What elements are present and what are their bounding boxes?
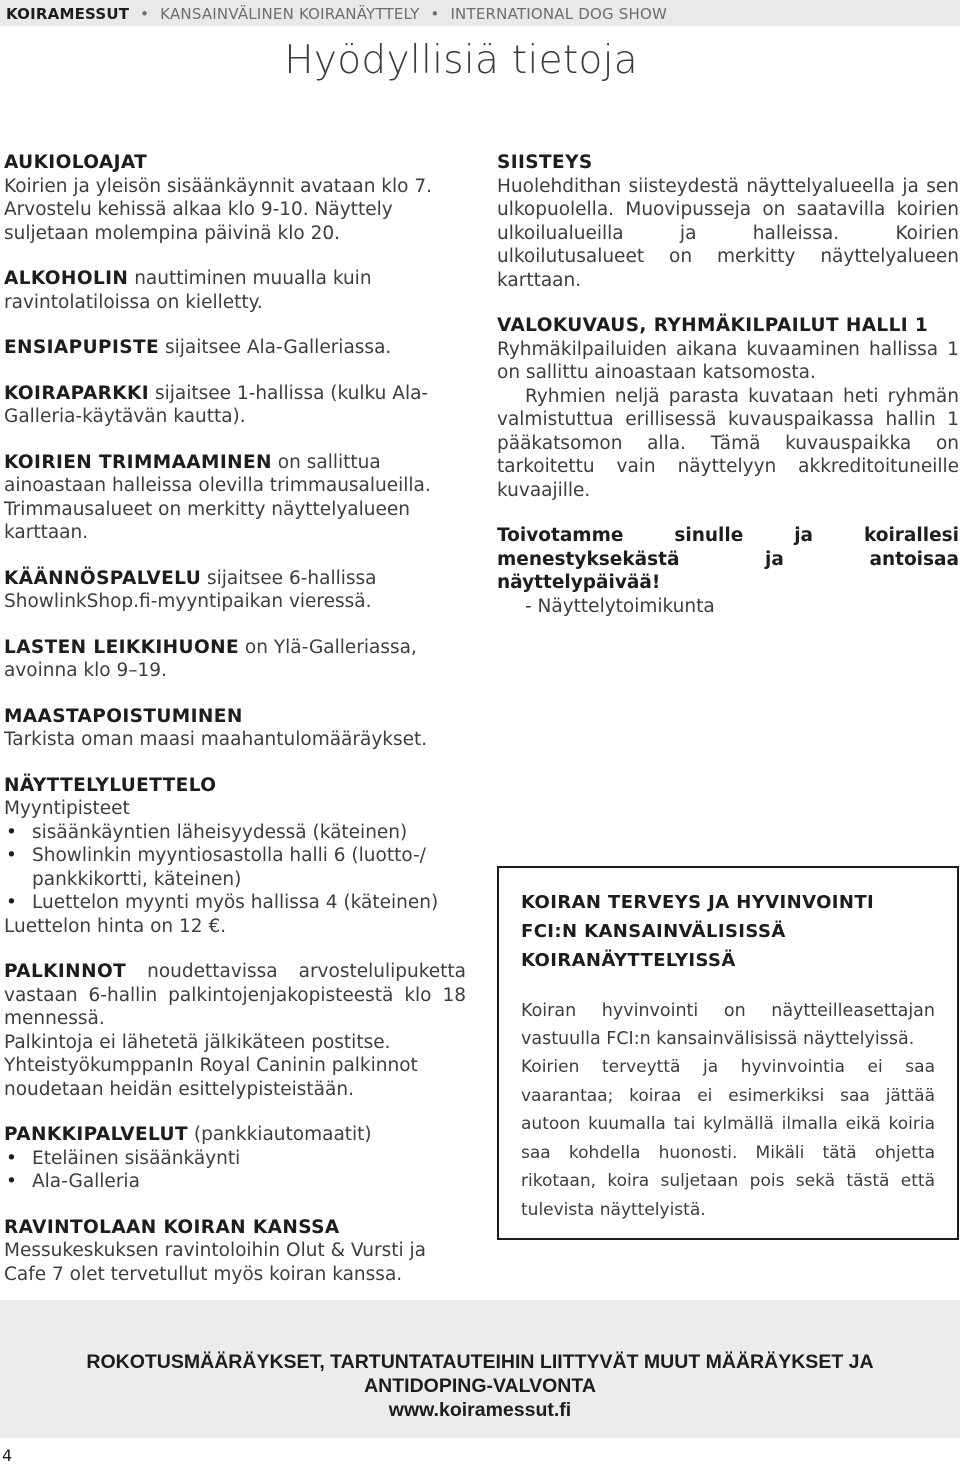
section-closing [497, 524, 959, 618]
list-item: • Ala-Galleria [4, 1170, 466, 1194]
header-line [6, 5, 667, 23]
section-koiraparkki [4, 382, 466, 429]
section-heading: RAVINTOLAAN KOIRAN KANSSA [4, 1216, 340, 1238]
section-trimmaaminen [4, 451, 466, 545]
page-number: 4 [2, 1446, 13, 1465]
section-siisteys [497, 151, 959, 292]
section-nayttelyluettelo [4, 774, 466, 939]
section-ensiapupiste [4, 336, 466, 360]
section-note: (pankkiautomaatit) [193, 1124, 372, 1145]
section-heading: VALOKUVAUS, RYHMÄKILPAILUT HALLI 1 [497, 315, 929, 336]
header-separator: • [140, 5, 150, 23]
list-item: • Showlinkin myyntiosastolla halli 6 (luotto-/ pankkikortti, käteinen) [4, 844, 466, 891]
signature: - Näyttelytoimikunta [525, 595, 715, 617]
header-event-en: INTERNATIONAL DOG SHOW [450, 5, 668, 23]
section-text: Messukeskuksen ravintoloihin Olut & Vursti ja Cafe 7 olet tervetullut myös koiran kanssa. [4, 1240, 427, 1285]
section-subheading: Myyntipisteet [4, 798, 130, 819]
section-alkoholin [4, 267, 466, 314]
bullet-list [4, 1147, 466, 1194]
header-separator: • [430, 5, 440, 23]
section-heading: KÄÄNNÖSPALVELU [4, 567, 202, 589]
section-text: Huolehdithan siisteydestä näyttelyalueella ja sen ulkopuolella. Muovipusseja on saatavilla koirien ulkoilualueilla ja halleissa. Koirien ulkoilutusalueet on merkitty näyttelyalueen karttaan. [497, 175, 959, 291]
section-heading: LASTEN LEIKKIHUONE [4, 636, 240, 658]
section-text: noudettavissa arvostelulipuketta vastaan 6-hallin palkintojenjakopisteestä klo 18 mennessä. [4, 961, 466, 1029]
section-maastapoistuminen [4, 705, 466, 752]
welfare-text: Koirien terveyttä ja hyvinvointia ei saa vaarantaa; koiraa ei esimerkiksi saa jättää autoon kuumalla tai kylmällä ilmalla eikä koiria saa kohdella huonosti. Mikäli tätä ohjetta rikotaan, koira suljetaan pois sekä tästä että tulevista näyttelyistä. [521, 1057, 935, 1220]
section-heading: NÄYTTELYLUETTELO [4, 774, 217, 796]
welfare-title-line: FCI:N KANSAINVÄLISISSÄ [521, 921, 786, 942]
section-heading: SIISTEYS [497, 152, 593, 173]
section-palkinnot [4, 960, 466, 1101]
list-item: • sisäänkäyntien läheisyydessä (käteinen) [4, 821, 466, 845]
section-text: sijaitsee 1-hallissa (kulku Ala-Galleria-käytävän kautta). [4, 382, 429, 427]
section-heading: KOIRIEN TRIMMAAMINEN [4, 451, 272, 473]
section-text: sijaitsee 6-hallissa ShowlinkShop.fi-myyntipaikan vieressä. [4, 567, 377, 612]
section-leikkihuone [4, 636, 466, 683]
section-heading: PANKKIPALVELUT [4, 1124, 188, 1145]
section-pankkipalvelut [4, 1123, 466, 1194]
section-heading: ALKOHOLIN [4, 268, 129, 289]
welfare-title-line: KOIRAN TERVEYS JA HYVINVOINTI [521, 892, 875, 913]
section-text: on sallittua ainoastaan halleissa olevilla trimmausalueilla. Trimmausalueet on merkitty näyttelyalueen karttaan. [4, 451, 431, 543]
section-text: nauttiminen muualla kuin ravintolatiloissa on kielletty. [4, 268, 372, 313]
header-brand: KOIRAMESSUT [6, 5, 130, 23]
section-heading-row [4, 1123, 466, 1147]
right-column [497, 151, 959, 640]
welfare-title-line: KOIRANÄYTTELYISSÄ [521, 950, 736, 971]
section-aukioloajat [4, 151, 466, 245]
section-ravintolaan [4, 1216, 466, 1287]
section-heading: ENSIAPUPISTE [4, 337, 160, 358]
section-heading: AUKIOLOAJAT [4, 152, 148, 173]
section-heading: KOIRAPARKKI [4, 382, 150, 404]
header-bar [0, 0, 960, 26]
section-heading: MAASTAPOISTUMINEN [4, 705, 243, 727]
left-column [4, 151, 466, 1308]
section-text: sijaitsee Ala-Galleriassa. [164, 337, 392, 358]
welfare-text: Koiran hyvinvointi on näytteilleasettajan vastuulla FCI:n kansainvälisissä näyttelyissä. [521, 1001, 935, 1049]
header-event-fi: KANSAINVÄLINEN KOIRANÄYTTELY [160, 5, 420, 23]
list-item: • Luettelon myynti myös hallissa 4 (käteinen) [4, 891, 466, 915]
section-text-wrapper [4, 960, 466, 1031]
section-heading: PALKINNOT [4, 961, 127, 982]
page-title: Hyödyllisiä tietoja [284, 38, 638, 83]
welfare-title [521, 888, 935, 975]
list-item: • Eteläinen sisäänkäynti [4, 1147, 466, 1171]
footer-line: ANTIDOPING-VALVONTA [364, 1375, 596, 1397]
section-text: YhteistyökumppanIn Royal Caninin palkinnot noudetaan heidän esittelypisteistään. [4, 1055, 418, 1100]
footer-url[interactable]: www.koiramessut.fi [388, 1399, 572, 1421]
section-text: Tarkista oman maasi maahantulomääräykset. [4, 729, 428, 750]
section-text: on Ylä-Galleriassa, avoinna klo 9–19. [4, 636, 417, 681]
closing-message: Toivotamme sinulle ja koirallesi menestyksekästä ja antoisaa näyttelypäivää! [497, 525, 959, 593]
section-text: Ryhmien neljä parasta kuvataan heti ryhmän valmistuttua erillisessä kuvauspaikassa hallin 1 pääkatsomon alla. Tämä kuvauspaikka on tarkoitettu vain näyttelyyn akkreditoituneille kuvaajille. [497, 385, 959, 501]
catalogue-price: Luettelon hinta on 12 €. [4, 915, 227, 937]
section-text: Ryhmäkilpailuiden aikana kuvaaminen hallissa 1 on sallittu ainoastaan katsomosta. [497, 338, 959, 383]
footer-line: ROKOTUSMÄÄRÄYKSET, TARTUNTATAUTEIHIN LIITTYVÄT MUUT MÄÄRÄYKSET JA [86, 1351, 874, 1373]
bullet-list [4, 821, 466, 915]
section-kaannospalvelu [4, 567, 466, 614]
section-text: Koirien ja yleisön sisäänkäynnit avataan klo 7. Arvostelu kehissä alkaa klo 9-10. Näyttely suljetaan molempina päivinä klo 20. [4, 175, 433, 244]
section-text: Palkintoja ei lähetetä jälkikäteen postitse. [4, 1031, 391, 1053]
footer-band [0, 1300, 960, 1438]
welfare-box [497, 866, 959, 1240]
section-valokuvaus [497, 314, 959, 502]
